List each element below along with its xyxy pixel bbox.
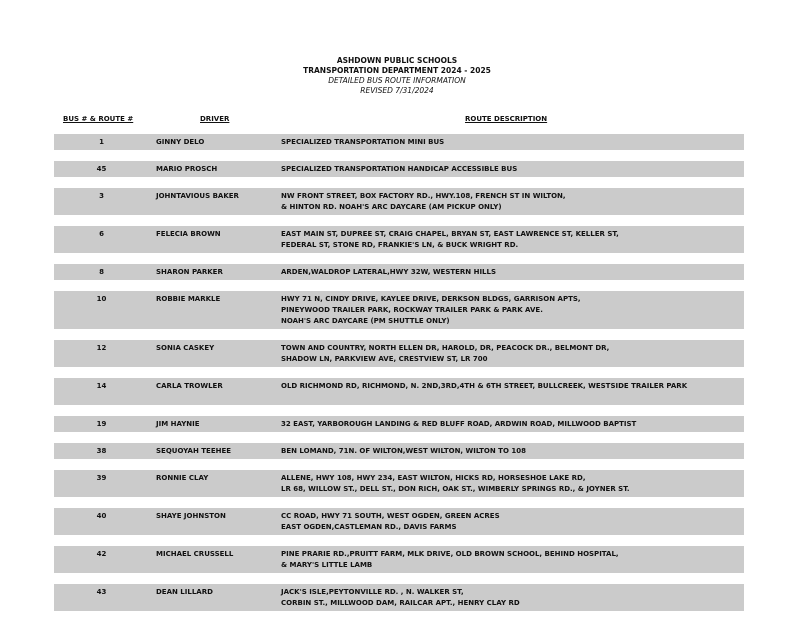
bus-number: 39 <box>96 474 107 482</box>
bus-number: 12 <box>96 344 107 352</box>
route-description <box>281 136 744 148</box>
route-description <box>281 266 744 278</box>
bus-number: 6 <box>99 230 104 238</box>
driver-name: ROBBIE MARKLE <box>156 295 221 303</box>
column-header-bus: BUS # & ROUTE # <box>63 115 134 123</box>
route-description <box>281 472 744 495</box>
route-description <box>281 548 744 571</box>
column-header-driver: DRIVER <box>200 115 230 123</box>
table-row <box>54 546 744 573</box>
route-line: CORBIN ST., MILLWOOD DAM, RAILCAR APT., HENRY CLAY RD <box>281 599 520 607</box>
column-header-route: ROUTE DESCRIPTION <box>465 115 548 123</box>
driver-name: JIM HAYNIE <box>156 420 200 428</box>
driver-name: SONIA CASKEY <box>156 344 215 352</box>
driver-name: SEQUOYAH TEEHEE <box>156 447 232 455</box>
driver-name: GINNY DELO <box>156 138 205 146</box>
route-description <box>281 586 744 609</box>
driver-name: JOHNTAVIOUS BAKER <box>156 192 239 200</box>
table-row <box>54 443 744 459</box>
bus-number: 19 <box>96 420 107 428</box>
route-line: OLD RICHMOND RD, RICHMOND, N. 2ND,3RD,4TH & 6TH STREET, BULLCREEK, WESTSIDE TRAILER PARK <box>281 382 688 390</box>
table-row <box>54 264 744 280</box>
route-line <box>281 392 744 403</box>
driver-name: SHAYE JOHNSTON <box>156 512 226 520</box>
bus-number: 42 <box>96 550 107 558</box>
table-row <box>54 508 744 535</box>
route-line: & MARY'S LITTLE LAMB <box>281 561 373 569</box>
route-description <box>281 293 744 327</box>
column-headers <box>0 114 794 126</box>
route-line: SPECIALIZED TRANSPORTATION MINI BUS <box>281 138 445 146</box>
route-line: SPECIALIZED TRANSPORTATION HANDICAP ACCESSIBLE BUS <box>281 165 518 173</box>
school-name: ASHDOWN PUBLIC SCHOOLS <box>336 56 458 65</box>
route-description <box>281 418 744 430</box>
driver-name: SHARON PARKER <box>156 268 223 276</box>
table-row <box>54 378 744 405</box>
route-description <box>281 342 744 365</box>
driver-name: RONNIE CLAY <box>156 474 209 482</box>
route-line: ARDEN,WALDROP LATERAL,HWY 32W, WESTERN HILLS <box>281 268 497 276</box>
table-row <box>54 584 744 611</box>
bus-number: 8 <box>99 268 104 276</box>
route-line: 32 EAST, YARBOROUGH LANDING & RED BLUFF ROAD, ARDWIN ROAD, MILLWOOD BAPTIST <box>281 420 637 428</box>
bus-number: 38 <box>96 447 107 455</box>
driver-name: FELECIA BROWN <box>156 230 221 238</box>
bus-number: 14 <box>96 382 107 390</box>
route-line: JACK'S ISLE,PEYTONVILLE RD. , N. WALKER ST, <box>281 588 464 596</box>
route-line: SHADOW LN, PARKVIEW AVE, CRESTVIEW ST, LR 700 <box>281 355 488 363</box>
route-line: EAST OGDEN,CASTLEMAN RD., DAVIS FARMS <box>281 523 457 531</box>
route-line: BEN LOMAND, 71N. OF WILTON,WEST WILTON, WILTON TO 108 <box>281 447 526 455</box>
route-line: LR 68, WILLOW ST., DELL ST., DON RICH, OAK ST., WIMBERLY SPRINGS RD., & JOYNER ST. <box>281 485 630 493</box>
driver-name: CARLA TROWLER <box>156 382 223 390</box>
route-line: PINE PRARIE RD.,PRUITT FARM, MLK DRIVE, OLD BROWN SCHOOL, BEHIND HOSPITAL, <box>281 550 619 558</box>
route-description <box>281 163 744 175</box>
table-row <box>54 340 744 367</box>
table-row <box>54 188 744 215</box>
department-title: TRANSPORTATION DEPARTMENT 2024 - 2025 <box>303 66 491 75</box>
document-subtitle: DETAILED BUS ROUTE INFORMATION <box>328 76 466 85</box>
route-line: CC ROAD, HWY 71 SOUTH, WEST OGDEN, GREEN ACRES <box>281 512 500 520</box>
table-row <box>54 226 744 253</box>
route-line: ALLENE, HWY 108, HWY 234, EAST WILTON, HICKS RD, HORSESHOE LAKE RD, <box>281 474 586 482</box>
driver-name: MICHAEL CRUSSELL <box>156 550 234 558</box>
route-description <box>281 510 744 533</box>
table-row <box>54 291 744 329</box>
route-description <box>281 380 744 403</box>
table-row <box>54 134 744 150</box>
bus-number: 40 <box>96 512 107 520</box>
bus-number: 1 <box>99 138 104 146</box>
route-table <box>54 134 744 622</box>
route-line: EAST MAIN ST, DUPREE ST, CRAIG CHAPEL, BRYAN ST, EAST LAWRENCE ST, KELLER ST, <box>281 230 619 238</box>
document-header <box>0 56 794 96</box>
route-line: NW FRONT STREET, BOX FACTORY RD., HWY.108, FRENCH ST IN WILTON, <box>281 192 566 200</box>
route-description <box>281 190 744 213</box>
bus-number: 45 <box>96 165 107 173</box>
route-line: PINEYWOOD TRAILER PARK, ROCKWAY TRAILER PARK & PARK AVE. <box>281 306 543 314</box>
bus-number: 10 <box>96 295 107 303</box>
route-line: FEDERAL ST, STONE RD, FRANKIE'S LN, & BUCK WRIGHT RD. <box>281 241 519 249</box>
revision-date: REVISED 7/31/2024 <box>360 86 434 95</box>
route-line: TOWN AND COUNTRY, NORTH ELLEN DR, HAROLD, DR, PEACOCK DR., BELMONT DR, <box>281 344 610 352</box>
route-line: HWY 71 N, CINDY DRIVE, KAYLEE DRIVE, DERKSON BLDGS, GARRISON APTS, <box>281 295 581 303</box>
driver-name: DEAN LILLARD <box>156 588 213 596</box>
driver-name: MARIO PROSCH <box>156 165 218 173</box>
route-line: & HINTON RD. NOAH'S ARC DAYCARE (AM PICKUP ONLY) <box>281 203 502 211</box>
route-description <box>281 228 744 251</box>
route-description <box>281 445 744 457</box>
bus-number: 43 <box>96 588 107 596</box>
table-row <box>54 161 744 177</box>
table-row <box>54 416 744 432</box>
table-row <box>54 470 744 497</box>
bus-number: 3 <box>99 192 104 200</box>
route-line: NOAH'S ARC DAYCARE (PM SHUTTLE ONLY) <box>281 317 450 325</box>
